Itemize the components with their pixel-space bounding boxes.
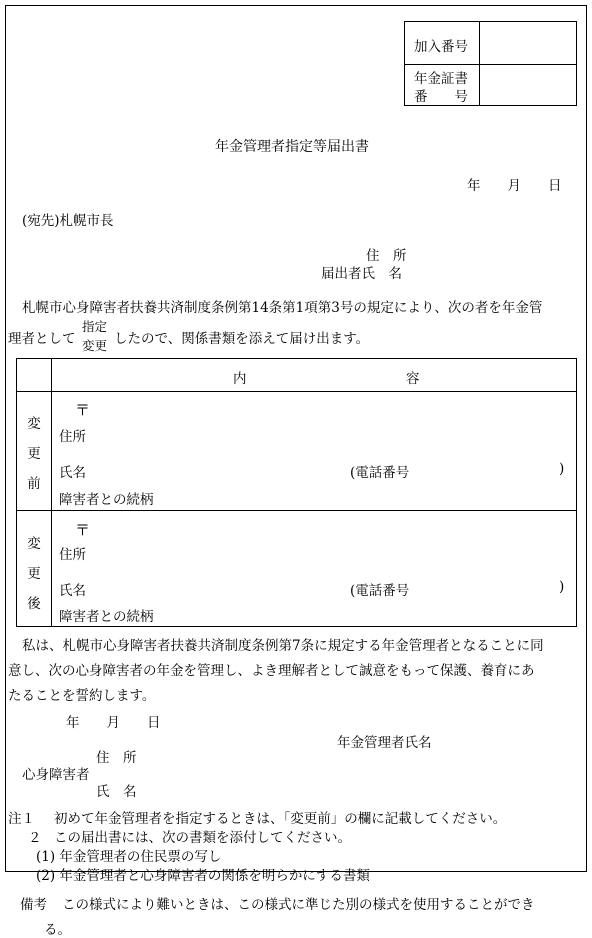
certificate-number-cell <box>405 64 480 105</box>
enrollment-number-cell <box>405 22 480 64</box>
after-label-1: 変 <box>27 536 41 552</box>
before-postal-mark: 〒 <box>75 401 91 419</box>
table-divider-header <box>17 391 576 392</box>
consent-line-3: たることを誓約します。 <box>8 688 156 704</box>
submission-date: 年 月 日 <box>467 178 562 194</box>
after-phone-close: ) <box>559 579 565 595</box>
enrollment-number-row <box>405 22 576 65</box>
after-address-label: 住所 <box>59 547 86 563</box>
intro-line-2-post: したので、関係書類を添えて届け出ます。 <box>114 331 370 347</box>
disabled-person-name-label: 氏 名 <box>96 784 137 800</box>
certificate-number-label-b: 番 号 <box>414 89 468 105</box>
remarks-label: 備考 <box>20 897 47 913</box>
note-2-text: この届出書には、次の書類を添付してください。 <box>54 830 351 846</box>
intro-line-2-pre: 理者として <box>8 331 76 347</box>
note-1-label: 注１ <box>8 811 35 827</box>
after-postal-mark: 〒 <box>75 521 91 539</box>
note-2a-text: (1) 年金管理者の住民票の写し <box>36 849 222 865</box>
page-title: 年金管理者指定等届出書 <box>215 139 369 155</box>
certificate-number-row <box>405 64 576 105</box>
note-2-label: ２ <box>28 830 42 846</box>
consent-date: 年 月 日 <box>66 715 161 731</box>
consent-line-1: 私は、札幌市心身障害者扶養共済制度条例第7条に規定する年金管理者となることに同 <box>22 638 544 654</box>
intro-option-designate: 指定 <box>82 319 108 334</box>
intro-option-change: 変更 <box>82 338 108 353</box>
remarks-line-1: この様式により難いときは、この様式に準じた別の様式を使用することができ <box>62 897 535 913</box>
before-phone-label: (電話番号 <box>350 465 410 481</box>
before-name-label: 氏名 <box>59 465 86 481</box>
note-1-text: 初めて年金管理者を指定するときは、「変更前」の欄に記載してください。 <box>54 811 507 827</box>
before-phone-close: ) <box>559 461 565 477</box>
before-address-label: 住所 <box>59 429 86 445</box>
before-relation-label: 障害者との続柄 <box>59 492 154 508</box>
after-label-2: 更 <box>27 566 41 582</box>
enrollment-number-label: 加入番号 <box>414 39 468 55</box>
before-label-1: 変 <box>27 416 41 432</box>
manager-name-label: 年金管理者氏名 <box>337 735 432 751</box>
addressee: (宛先)札幌市長 <box>22 213 114 229</box>
before-label-2: 更 <box>27 446 41 462</box>
disabled-person-address-label: 住 所 <box>96 750 137 766</box>
number-box <box>404 21 577 106</box>
table-divider-vertical <box>51 359 52 626</box>
note-2b-text: (2) 年金管理者と心身障害者の関係を明らかにする書類 <box>36 868 370 884</box>
after-name-label: 氏名 <box>59 583 86 599</box>
remarks-line-2: る。 <box>44 922 71 938</box>
table-header-right: 容 <box>406 371 420 387</box>
consent-line-2: 意し、次の心身障害者の年金を管理し、よき理解者として誠意をもって保護、養育にあ <box>8 663 535 679</box>
certificate-number-label-a: 年金証書 <box>414 71 468 87</box>
table-header-left: 内 <box>233 371 247 387</box>
disabled-person-label: 心身障害者 <box>22 767 90 783</box>
change-table <box>16 358 577 627</box>
after-phone-label: (電話番号 <box>350 583 410 599</box>
table-divider-middle <box>17 510 576 511</box>
submitter-name-label: 届出者氏 名 <box>321 266 402 282</box>
before-label-3: 前 <box>27 476 41 492</box>
submitter-address-label: 住 所 <box>366 248 407 264</box>
after-label-3: 後 <box>27 596 41 612</box>
intro-line-1: 札幌市心身障害者扶養共済制度条例第14条第1項第3号の規定により、次の者を年金管 <box>22 300 543 316</box>
after-relation-label: 障害者との続柄 <box>59 609 154 625</box>
